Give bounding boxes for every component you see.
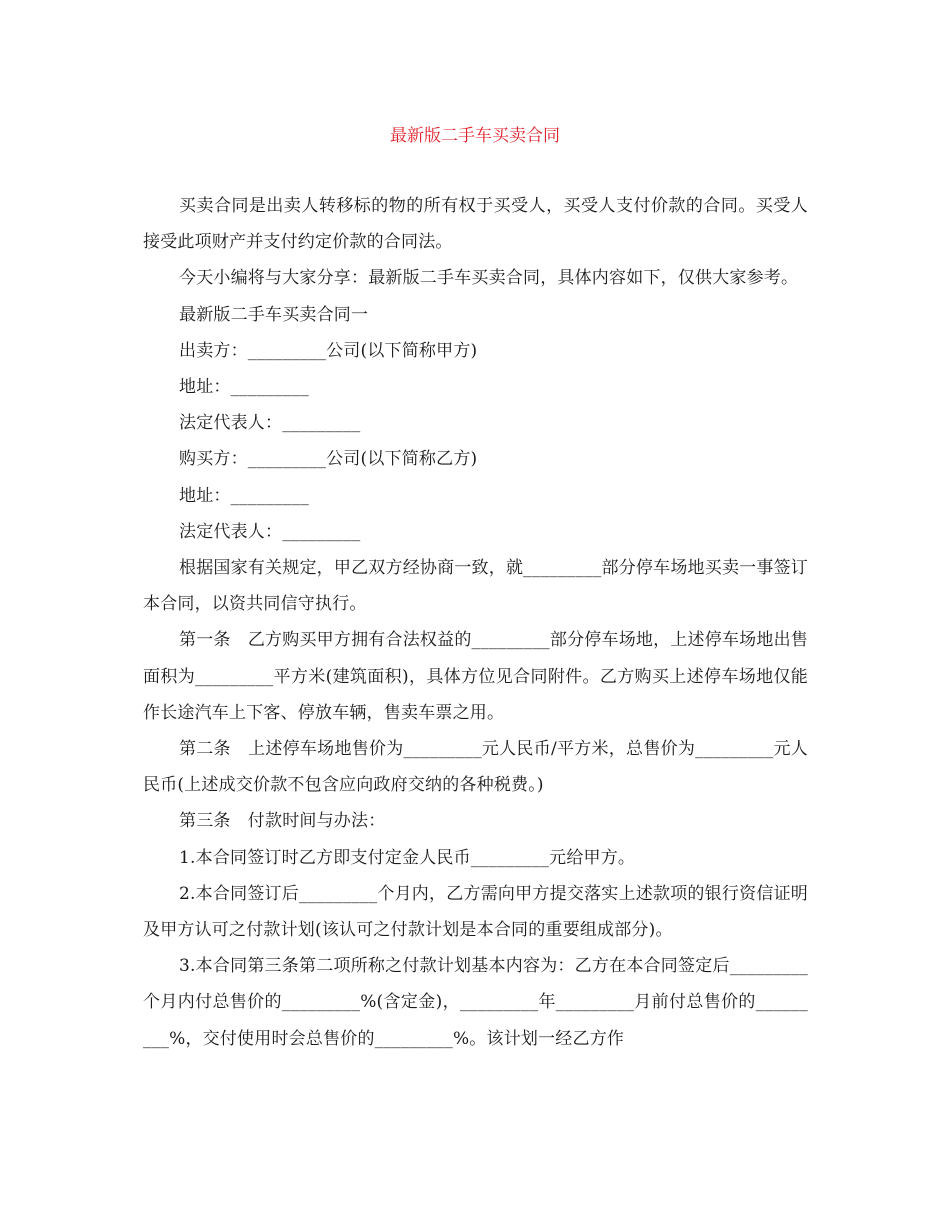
seller-line: 出卖方：_________公司(以下简称甲方): [179, 340, 478, 361]
article-3-item-3: 3.本合同第三条第二项所称之付款计划基本内容为：乙方在本合同签定后_________个月内付总售价的_________%(含定金)，_________年_________月前付总售价的_________%，交付使用时会总售价的_________%。该计划一经乙方作: [143, 956, 808, 1049]
paragraph-intro: 买卖合同是出卖人转移标的物的所有权于买受人，买受人支付价款的合同。买受人接受此项财产并支付约定价款的合同法。: [143, 196, 808, 253]
article-1: 第一条 乙方购买甲方拥有合法权益的_________部分停车场地，上述停车场地出售面积为_________平方米(建筑面积)，具体方位见合同附件。乙方购买上述停车场地仅能作长途汽车上下客、停放车辆，售卖车票之用。: [143, 630, 808, 723]
article-3-item-2: 2.本合同签订后_________个月内，乙方需向甲方提交落实上述款项的银行资信证明及甲方认可之付款计划(该认可之付款计划是本合同的重要组成部分)。: [143, 883, 808, 941]
buyer-address-line: 地址：_________: [179, 485, 309, 506]
seller-address-line: 地址：_________: [179, 377, 309, 398]
paragraph-agreement: 根据国家有关规定，甲乙双方经协商一致，就_________部分停车场地买卖一事签订本合同，以资共同信守执行。: [143, 558, 808, 615]
section-heading: 最新版二手车买卖合同一: [179, 304, 369, 325]
article-2: 第二条 上述停车场地售价为_________元人民币/平方米，总售价为_________元人民币(上述成交价款不包含应向政府交纳的各种税费。): [143, 739, 808, 796]
article-3: 第三条 付款时间与办法：: [179, 811, 386, 832]
document-title: 最新版二手车买卖合同: [390, 126, 560, 146]
article-3-item-1: 1.本合同签订时乙方即支付定金人民币_________元给甲方。: [179, 847, 636, 868]
buyer-line: 购买方：_________公司(以下简称乙方): [179, 449, 478, 470]
buyer-representative-line: 法定代表人：_________: [179, 521, 361, 542]
paragraph-share: 今天小编将与大家分享：最新版二手车买卖合同，具体内容如下，仅供大家参考。: [179, 268, 799, 289]
seller-representative-line: 法定代表人：_________: [179, 413, 361, 434]
document-body: [143, 188, 808, 1057]
